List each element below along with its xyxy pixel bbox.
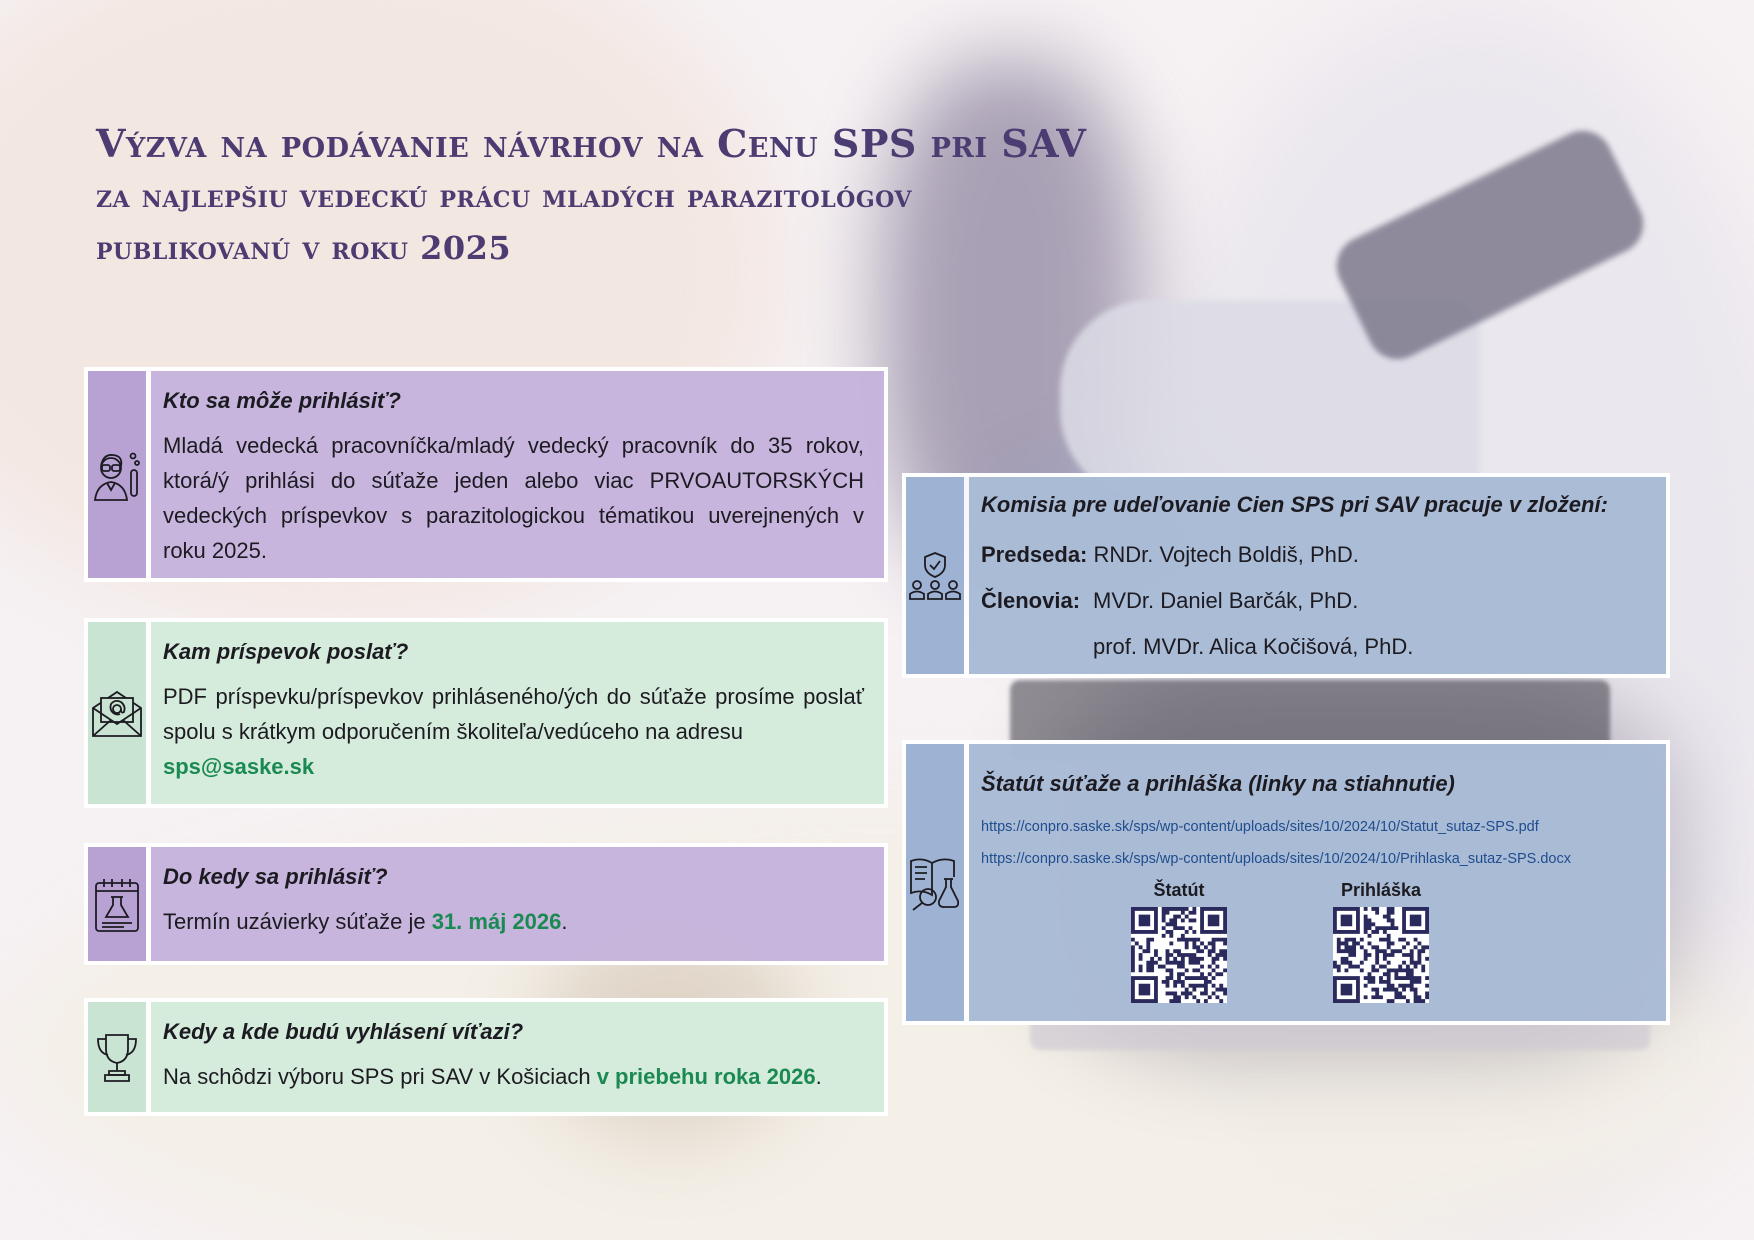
title-line-1: Výzva na podávanie návrhov na Cenu SPS pri SAV — [96, 121, 1087, 166]
winners-text: Na schôdzi výboru SPS pri SAV v Košiciach — [163, 1064, 591, 1089]
committee-shield-icon — [906, 477, 964, 674]
member-2: prof. MVDr. Alica Kočišová, PhD. — [1093, 634, 1414, 659]
trophy-icon — [88, 1002, 146, 1112]
statute-qr-code-icon[interactable] — [1131, 907, 1227, 1013]
deadline-date: 31. máj 2026 — [431, 909, 562, 934]
where-text: PDF príspevku/príspevkov prihláseného/ých do súťaže prosíme poslať spolu s krátkym odporučením školiteľa/vedúceho na adresu — [163, 684, 864, 744]
winners-card — [84, 998, 888, 1116]
chair-label: Predseda: — [981, 542, 1088, 567]
envelope-at-icon — [88, 622, 146, 804]
application-qr-label: Prihláška — [1340, 880, 1422, 900]
statute-card — [902, 740, 1670, 1025]
title-line-3: publikovanú v roku 2025 — [96, 229, 512, 267]
statute-link[interactable]: https://conpro.saske.sk/sps/wp-content/uploads/sites/10/2024/10/Statut_sutaz-SPS.pdf — [981, 819, 1539, 835]
deadline-question: Do kedy sa prihlásiť? — [163, 864, 388, 889]
scientist-icon — [88, 371, 146, 578]
statute-question: Štatút súťaže a prihláška (linky na stiahnutie) — [981, 771, 1455, 796]
deadline-period: . — [561, 909, 568, 934]
where-card — [84, 618, 888, 808]
winners-question: Kedy a kde budú vyhlásení víťazi? — [163, 1019, 524, 1044]
who-card — [84, 367, 888, 582]
title-line-2: za najlepšiu vedeckú prácu mladých parazitológov — [96, 177, 912, 215]
chair-name: RNDr. Vojtech Boldiš, PhD. — [1093, 542, 1359, 567]
committee-card — [902, 473, 1670, 678]
page-title — [96, 118, 1096, 274]
application-qr-code-icon[interactable] — [1333, 907, 1429, 1013]
where-question: Kam príspevok poslať? — [163, 639, 409, 664]
calendar-flask-icon — [88, 847, 146, 961]
book-magnifier-icon — [906, 744, 964, 1021]
application-link[interactable]: https://conpro.saske.sk/sps/wp-content/uploads/sites/10/2024/10/Prihlaska_sutaz-SPS.docx — [981, 851, 1571, 867]
winners-highlight: v priebehu roka 2026 — [596, 1064, 816, 1089]
statute-qr-label: Štatút — [1153, 880, 1205, 900]
deadline-text: Termín uzávierky súťaže je — [163, 909, 426, 934]
who-text: Mladá vedecká pracovníčka/mladý vedecký pracovník do 35 rokov, ktorá/ý prihlási do súťaže jeden alebo viac PRVOAUTORSKÝCH vedeckých príspevkov s parazitologickou tématikou uverejnených v roku 2025. — [163, 433, 864, 563]
member-1: MVDr. Daniel Barčák, PhD. — [1093, 588, 1359, 613]
members-label: Členovia: — [981, 588, 1081, 613]
deadline-card — [84, 843, 888, 965]
winners-period: . — [815, 1064, 822, 1089]
committee-question: Komisia pre udeľovanie Cien SPS pri SAV pracuje v zložení: — [981, 492, 1608, 517]
email-link[interactable]: sps@saske.sk — [163, 754, 315, 779]
who-question: Kto sa môže prihlásiť? — [163, 388, 401, 413]
